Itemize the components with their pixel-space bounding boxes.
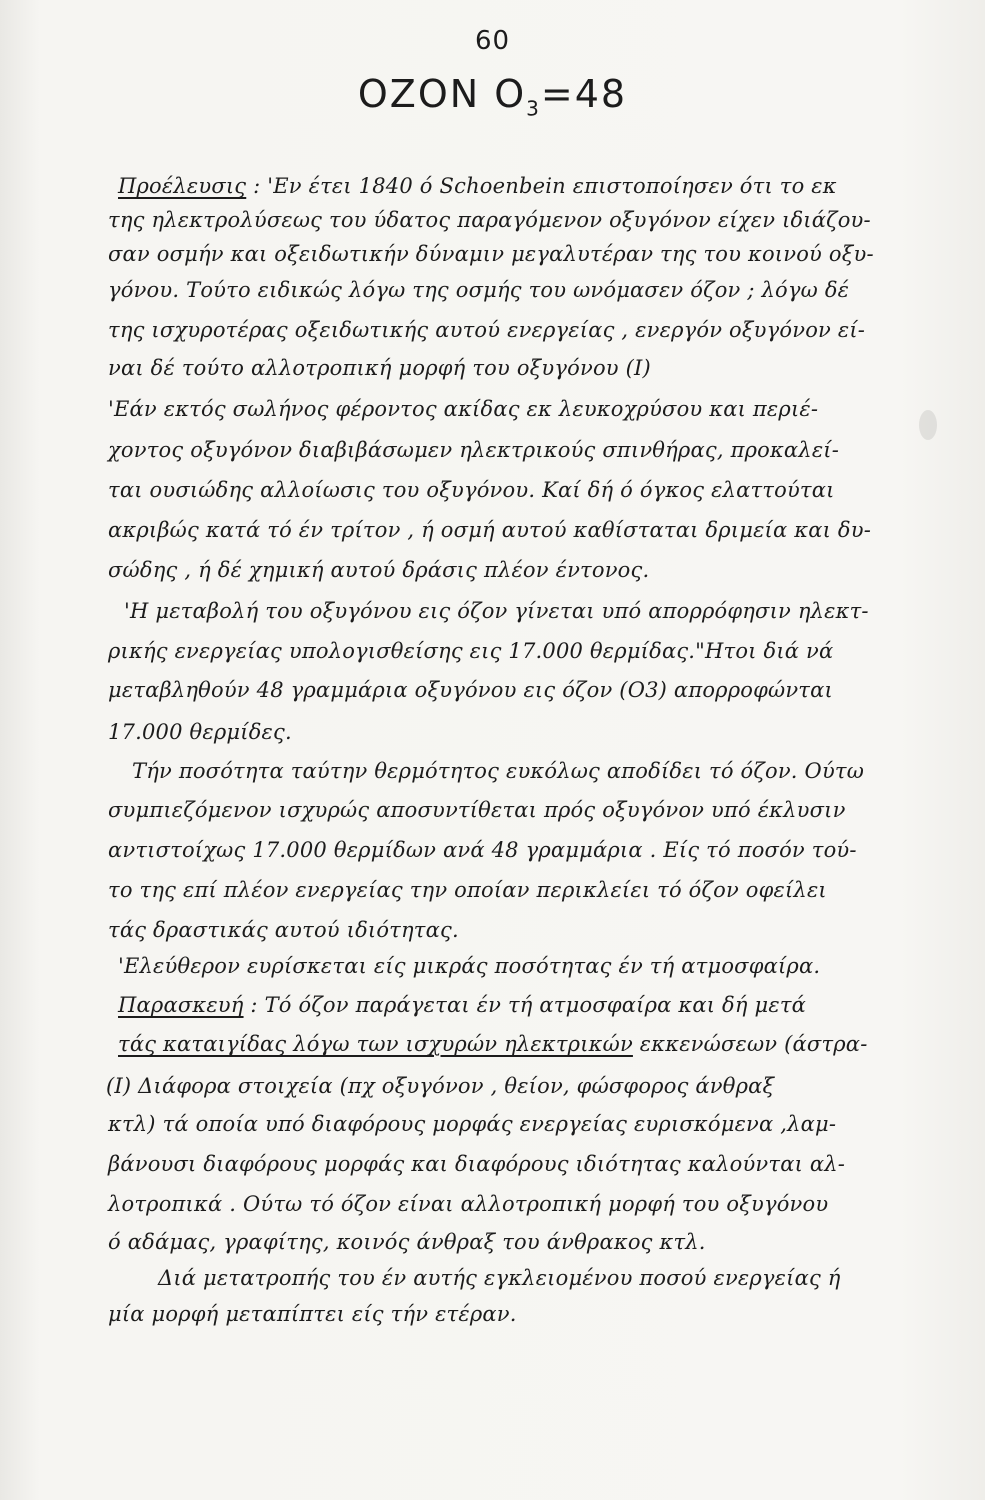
text-line: της ηλεκτρολύσεως του ύδατος παραγόμενον οξυγόνον είχεν ιδιάζου- bbox=[108, 208, 871, 232]
text-line: μία μορφή μεταπίπτει είς τήν ετέραν. bbox=[108, 1302, 517, 1326]
text-line: γόνου. Τούτο ειδικώς λόγω της οσμής του ωνόμασεν όζον ; λόγω δέ bbox=[108, 278, 850, 302]
section-label: Παρασκευή bbox=[118, 993, 244, 1017]
text-line: Διά μετατροπής του έν αυτής εγκλειομένου ποσού ενεργείας ή bbox=[158, 1266, 841, 1290]
text-line: 17.000 θερμίδες. bbox=[108, 720, 292, 744]
underlined-text: τάς καταιγίδας λόγω των ισχυρών ηλεκτρικών bbox=[118, 1032, 633, 1056]
section-label: Προέλευσις bbox=[118, 174, 247, 198]
page-number: 60 bbox=[474, 26, 511, 56]
text-line: ρικής ενεργείας υπολογισθείσης εις 17.000 θερμίδας."Ητοι διά νά bbox=[108, 639, 834, 663]
text-line: ται ουσιώδης αλλοίωσις του οξυγόνου. Καί δή ό όγκος ελαττούται bbox=[108, 478, 835, 502]
text-line: 'Η μεταβολή του οξυγόνου εις όζον γίνεται υπό απορρόφησιν ηλεκτ- bbox=[124, 599, 869, 623]
text-line: αντιστοίχως 17.000 θερμίδων ανά 48 γραμμάρια . Είς τό ποσόν τού- bbox=[108, 838, 857, 862]
text-line: 'Ελεύθερον ευρίσκεται είς μικράς ποσότητας έν τή ατμοσφαίρα. bbox=[118, 954, 821, 978]
text-line: το της επί πλέον ενεργείας την οποίαν περικλείει τό όζον οφείλει bbox=[108, 878, 827, 902]
text-line bbox=[118, 172, 918, 200]
text-line: της ισχυροτέρας οξειδωτικής αυτού ενεργείας , ενεργόν οξυγόνον εί- bbox=[108, 318, 866, 342]
text-line: τάς δραστικάς αυτού ιδιότητας. bbox=[108, 918, 459, 942]
text-line: σώδης , ή δέ χημική αυτού δράσις πλέον έντονος. bbox=[108, 558, 650, 582]
text-line: λοτροπικά . Ούτω τό όζον είναι αλλοτροπική μορφή του οξυγόνου bbox=[108, 1192, 829, 1216]
text-line: ό αδάμας, γραφίτης, κοινός άνθραξ του άνθρακος κτλ. bbox=[108, 1230, 706, 1254]
text-line: Τήν ποσότητα ταύτην θερμότητος ευκόλως αποδίδει τό όζον. Ούτω bbox=[132, 759, 865, 783]
text-line: 'Εάν εκτός σωλήνος φέροντος ακίδας εκ λευκοχρύσου και περιέ- bbox=[108, 397, 819, 421]
line-text: : 'Εν έτει 1840 ό Schoenbein επιστοποίησεν ότι το εκ bbox=[246, 174, 837, 198]
text-line: χοντος οξυγόνον διαβιβάσωμεν ηλεκτρικούς σπινθήρας, προκαλεί- bbox=[108, 438, 840, 462]
text-line: ναι δέ τούτο αλλοτροπική μορφή του οξυγόνου (I) bbox=[108, 356, 651, 380]
text-line: συμπιεζόμενον ισχυρώς αποσυντίθεται πρός οξυγόνον υπό έκλυσιν bbox=[108, 798, 846, 822]
page-title bbox=[0, 72, 985, 121]
title-main: OZON O bbox=[357, 72, 527, 116]
text-line: βάνουσι διαφόρους μορφάς και διαφόρους ιδιότητας καλούνται αλ- bbox=[108, 1152, 846, 1176]
title-tail: =48 bbox=[540, 72, 628, 116]
paper-stain bbox=[919, 410, 937, 440]
text-line bbox=[118, 1030, 918, 1058]
line-text: : Τό όζον παράγεται έν τή ατμοσφαίρα και δή μετά bbox=[243, 993, 807, 1017]
title-subscript: 3 bbox=[526, 96, 541, 121]
text-line: κτλ) τά οποία υπό διαφόρους μορφάς ενεργείας ευρισκόμενα ,λαμ- bbox=[108, 1112, 837, 1136]
text-line: μεταβληθούν 48 γραμμάρια οξυγόνου εις όζον (O3) απορροφώνται bbox=[108, 678, 833, 702]
text-line: ακριβώς κατά τό έν τρίτον , ή οσμή αυτού καθίσταται δριμεία και δυ- bbox=[108, 518, 872, 542]
text-line: σαν οσμήν και οξειδωτικήν δύναμιν μεγαλυτέραν της του κοινού οξυ- bbox=[108, 242, 874, 266]
text-line bbox=[118, 991, 918, 1019]
line-text: εκκενώσεων (άστρα- bbox=[632, 1032, 868, 1056]
text-line: (I) Διάφορα στοιχεία (πχ οξυγόνον , θείον, φώσφορος άνθραξ bbox=[106, 1074, 775, 1098]
